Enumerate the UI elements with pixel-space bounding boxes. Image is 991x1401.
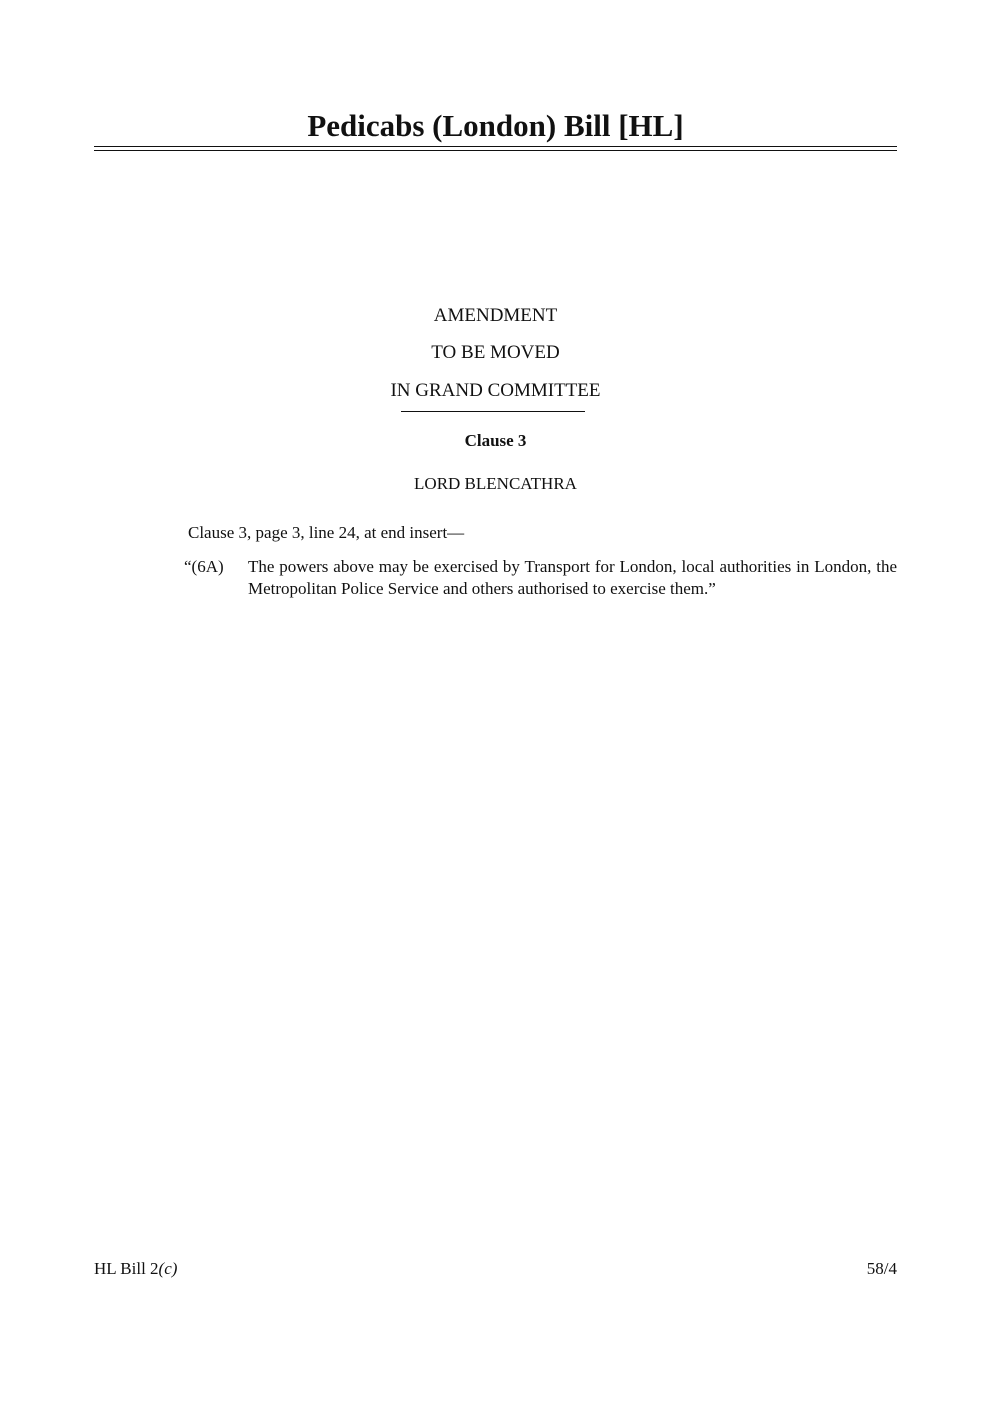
title-rule-upper	[94, 146, 897, 147]
mover-name: LORD BLENCATHRA	[414, 474, 577, 493]
footer-bill-ref-prefix: HL Bill 2	[94, 1259, 159, 1278]
subsection-label: “(6A)	[184, 557, 224, 576]
heading-divider	[401, 411, 585, 412]
clause-heading: Clause 3	[464, 431, 527, 450]
title-rule-lower	[94, 150, 897, 151]
footer-bill-ref-suffix: (c)	[158, 1259, 178, 1278]
amendment-instruction: Clause 3, page 3, line 24, at end insert—	[188, 523, 465, 542]
amendment-heading-line-1: AMENDMENT	[433, 305, 558, 326]
footer-print-number: 58/4	[866, 1259, 897, 1278]
subsection-text: The powers above may be exercised by Transport for London, local authorities in London, the Metropolitan Police Service and others authorised to exercise them.”	[248, 557, 897, 598]
amendment-heading-line-2: TO BE MOVED	[431, 342, 560, 363]
bill-title: Pedicabs (London) Bill [HL]	[307, 108, 684, 143]
amendment-heading-line-3: IN GRAND COMMITTEE	[390, 380, 601, 401]
footer-bill-reference	[94, 1258, 177, 1280]
